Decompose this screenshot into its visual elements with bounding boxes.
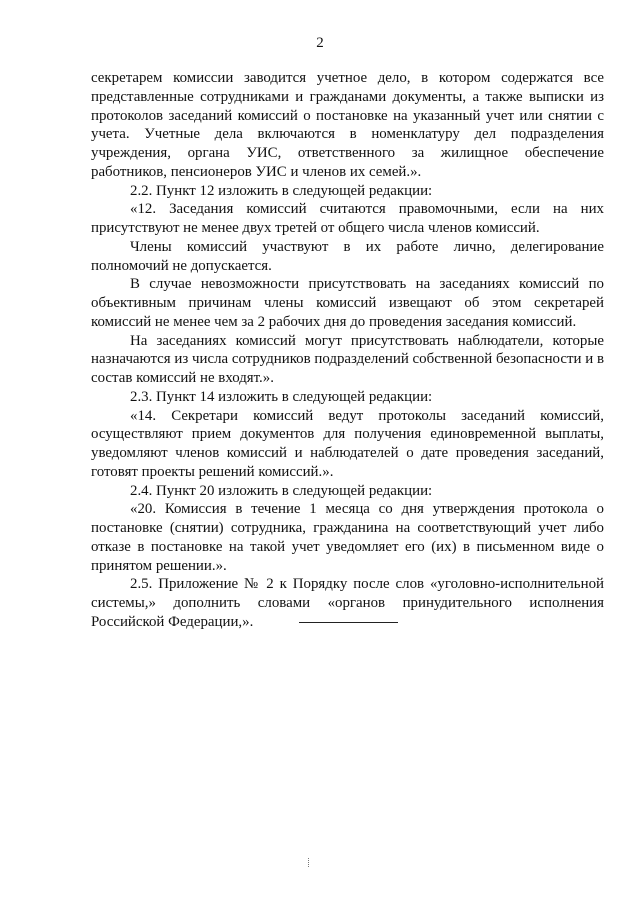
paragraph-members-participation: Члены комиссий участвуют в их работе лично, делегирование полномочий не допускается.: [91, 238, 604, 274]
paragraph-clause-2-5: 2.5. Приложение № 2 к Порядку после слов «уголовно-исполнительной системы,» дополнить словами «органов принудительного исполнения Российской Федерации,».: [91, 576, 604, 630]
paragraph-clause-2-2: 2.2. Пункт 12 изложить в следующей редакции:: [130, 182, 433, 199]
paragraph-continuation: секретарем комиссии заводится учетное дело, в котором содержатся все представленные сотрудниками и гражданами документы, а также выписки из протоколов заседаний комиссий о постановке на указанный учет или снятии с учета. Учетные дела включаются в номенклатуру дел подразделения учреждения, органа УИС, ответственного за жилищное обеспечение работников, пенсионеров УИС и членов их семей.».: [91, 70, 604, 180]
scan-artifact: [308, 858, 310, 867]
paragraph-clause-2-3: 2.3. Пункт 14 изложить в следующей редакции:: [130, 388, 433, 405]
paragraph-item-20: «20. Комиссия в течение 1 месяца со дня утверждения протокола о постановке (снятии) сотрудника, гражданина на соответствующий учет либо отказе в постановке на такой учет уведомляет его (их) в письменном виде о принятом решении.».: [91, 501, 604, 574]
document-body: [91, 69, 604, 632]
paragraph-observers: На заседаниях комиссий могут присутствовать наблюдатели, которые назначаются из числа сотрудников подразделений собственной безопасности и в состав комиссий не входят.».: [91, 332, 604, 386]
paragraph-item-14: «14. Секретари комиссий ведут протоколы заседаний комиссий, осуществляют прием документов для получения единовременной выплаты, уведомляют членов комиссий и наблюдателей о дате проведения заседаний, готовят проекты решений комиссий.».: [91, 407, 604, 480]
page-number: 2: [316, 35, 324, 51]
paragraph-clause-2-4: 2.4. Пункт 20 изложить в следующей редакции:: [130, 482, 433, 499]
closing-divider-line: [299, 622, 398, 623]
paragraph-item-12: «12. Заседания комиссий считаются правомочными, если на них присутствуют не менее двух третей от общего числа членов комиссий.: [91, 201, 604, 236]
paragraph-absence-notice: В случае невозможности присутствовать на заседаниях комиссий по объективным причинам члены комиссий извещают об этом секретарей комиссий не менее чем за 2 рабочих дня до проведения заседания комиссий.: [91, 276, 604, 330]
